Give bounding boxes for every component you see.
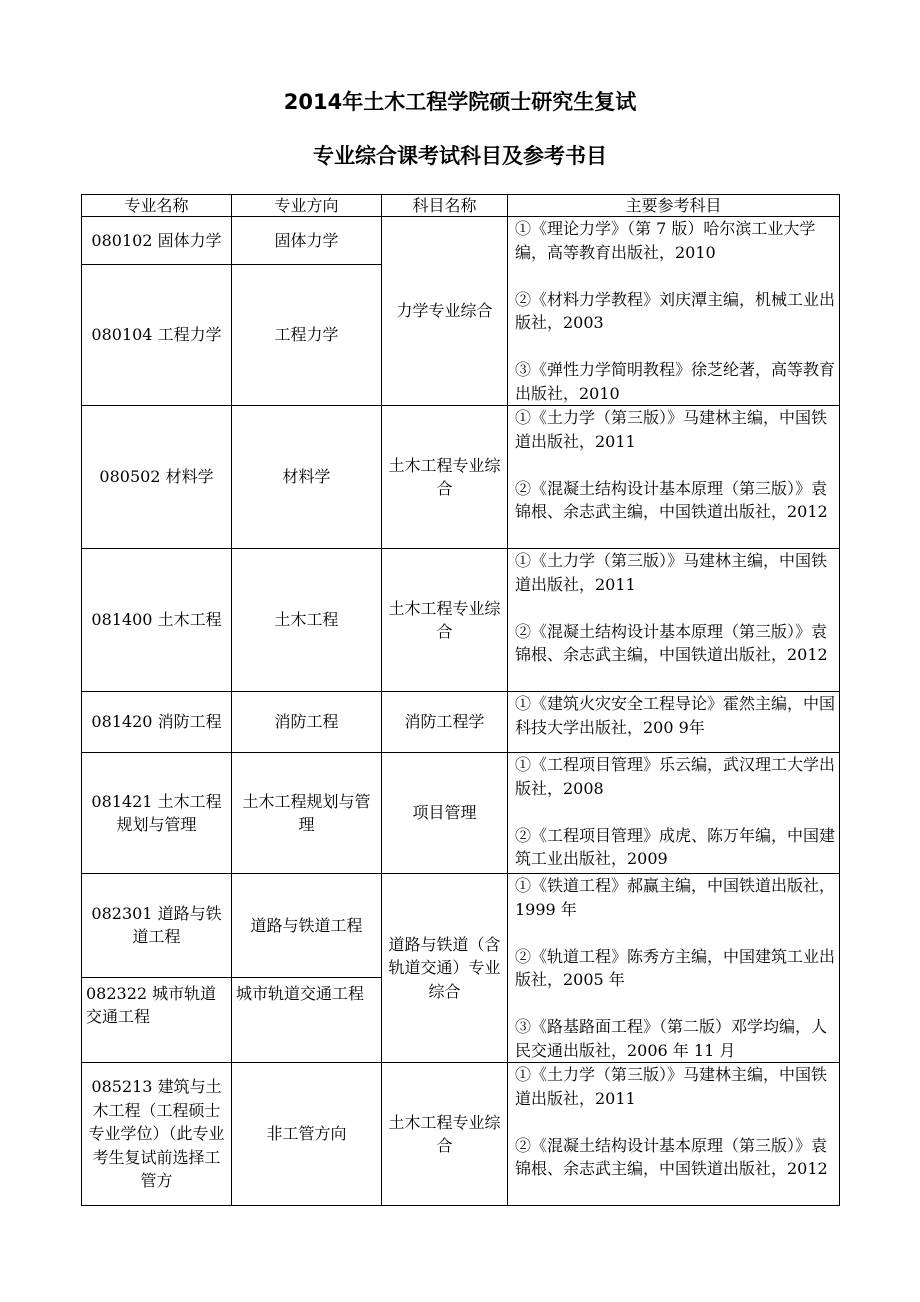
table-row bbox=[82, 406, 840, 549]
major-cell: 081420 消防工程 bbox=[82, 692, 232, 753]
reference-item: ②《混凝土结构设计基本原理（第三版）》袁锦根、余志武主编，中国铁道出版社，2012 bbox=[515, 1135, 828, 1178]
subject-cell: 消防工程学 bbox=[382, 692, 508, 753]
direction-cell: 土木工程 bbox=[232, 549, 382, 692]
direction-cell: 消防工程 bbox=[232, 692, 382, 753]
direction-cell: 固体力学 bbox=[232, 217, 382, 265]
page-title: 2014年土木工程学院硕士研究生复试 bbox=[283, 90, 637, 114]
references-cell bbox=[508, 1063, 840, 1206]
reference-item: ①《工程项目管理》乐云编，武汉理工大学出版社，2008 bbox=[515, 755, 836, 798]
references-cell bbox=[508, 874, 840, 1063]
header-direction: 专业方向 bbox=[232, 195, 382, 217]
exam-subjects-table bbox=[81, 194, 840, 1206]
subject-cell: 土木工程专业综合 bbox=[382, 1063, 508, 1206]
subject-cell: 土木工程专业综合 bbox=[382, 406, 508, 549]
table-row bbox=[82, 753, 840, 874]
reference-item: ③《路基路面工程》（第二版）邓学均编，人民交通出版社，2006 年 11 月 bbox=[515, 1017, 828, 1060]
direction-cell: 道路与铁道工程 bbox=[232, 874, 382, 978]
subject-cell: 土木工程专业综合 bbox=[382, 549, 508, 692]
major-cell: 080102 固体力学 bbox=[82, 217, 232, 265]
references-cell bbox=[508, 549, 840, 692]
table-row bbox=[82, 549, 840, 692]
reference-item: ①《土力学（第三版）》马建林主编，中国铁道出版社，2011 bbox=[515, 551, 828, 594]
header-major: 专业名称 bbox=[82, 195, 232, 217]
header-references: 主要参考科目 bbox=[508, 195, 840, 217]
reference-item: ①《土力学（第三版）》马建林主编，中国铁道出版社，2011 bbox=[515, 1065, 828, 1108]
reference-item: ②《工程项目管理》成虎、陈万年编，中国建筑工业出版社，2009 bbox=[515, 825, 836, 868]
major-cell: 081400 土木工程 bbox=[82, 549, 232, 692]
reference-item: ②《轨道工程》陈秀方主编，中国建筑工业出版社，2005 年 bbox=[515, 946, 836, 989]
table-header-row bbox=[82, 195, 840, 217]
direction-cell: 非工管方向 bbox=[232, 1063, 382, 1206]
reference-item: ③《弹性力学简明教程》徐芝纶著，高等教育出版社，2010 bbox=[515, 360, 836, 403]
header-subject: 科目名称 bbox=[382, 195, 508, 217]
references-cell bbox=[508, 753, 840, 874]
major-cell: 081421 土木工程规划与管理 bbox=[82, 753, 232, 874]
direction-cell: 城市轨道交通工程 bbox=[232, 977, 382, 1062]
reference-item: ①《土力学（第三版）》马建林主编，中国铁道出版社，2011 bbox=[515, 408, 828, 451]
major-cell: 082322 城市轨道交通工程 bbox=[82, 977, 232, 1062]
subject-cell: 力学专业综合 bbox=[382, 217, 508, 406]
references-cell bbox=[508, 406, 840, 549]
references-cell bbox=[508, 692, 840, 753]
direction-cell: 材料学 bbox=[232, 406, 382, 549]
reference-item: ①《建筑火灾安全工程导论》霍然主编，中国科技大学出版社，200 9年 bbox=[515, 694, 836, 737]
major-cell: 085213 建筑与土木工程（工程硕士专业学位）（此专业考生复试前选择工管方 bbox=[82, 1063, 232, 1206]
page-subtitle: 专业综合课考试科目及参考书目 bbox=[313, 144, 607, 168]
major-cell: 080502 材料学 bbox=[82, 406, 232, 549]
table-row bbox=[82, 874, 840, 978]
subject-cell: 项目管理 bbox=[382, 753, 508, 874]
reference-item: ①《铁道工程》郝赢主编，中国铁道出版社，1999 年 bbox=[515, 876, 836, 919]
reference-item: ②《混凝土结构设计基本原理（第三版）》袁锦根、余志武主编，中国铁道出版社，2012 bbox=[515, 478, 828, 521]
table-row bbox=[82, 692, 840, 753]
reference-item: ②《材料力学教程》刘庆潭主编，机械工业出版社，2003 bbox=[515, 289, 836, 332]
direction-cell: 工程力学 bbox=[232, 264, 382, 405]
table-row bbox=[82, 1063, 840, 1206]
reference-item: ②《混凝土结构设计基本原理（第三版）》袁锦根、余志武主编，中国铁道出版社，2012 bbox=[515, 621, 828, 664]
table-row bbox=[82, 217, 840, 265]
references-cell bbox=[508, 217, 840, 406]
subject-cell: 道路与铁道（含轨道交通）专业综合 bbox=[382, 874, 508, 1063]
major-cell: 080104 工程力学 bbox=[82, 264, 232, 405]
major-cell: 082301 道路与铁道工程 bbox=[82, 874, 232, 978]
reference-item: ①《理论力学》（第 7 版）哈尔滨工业大学编，高等教育出版社，2010 bbox=[515, 219, 816, 262]
direction-cell: 土木工程规划与管理 bbox=[232, 753, 382, 874]
